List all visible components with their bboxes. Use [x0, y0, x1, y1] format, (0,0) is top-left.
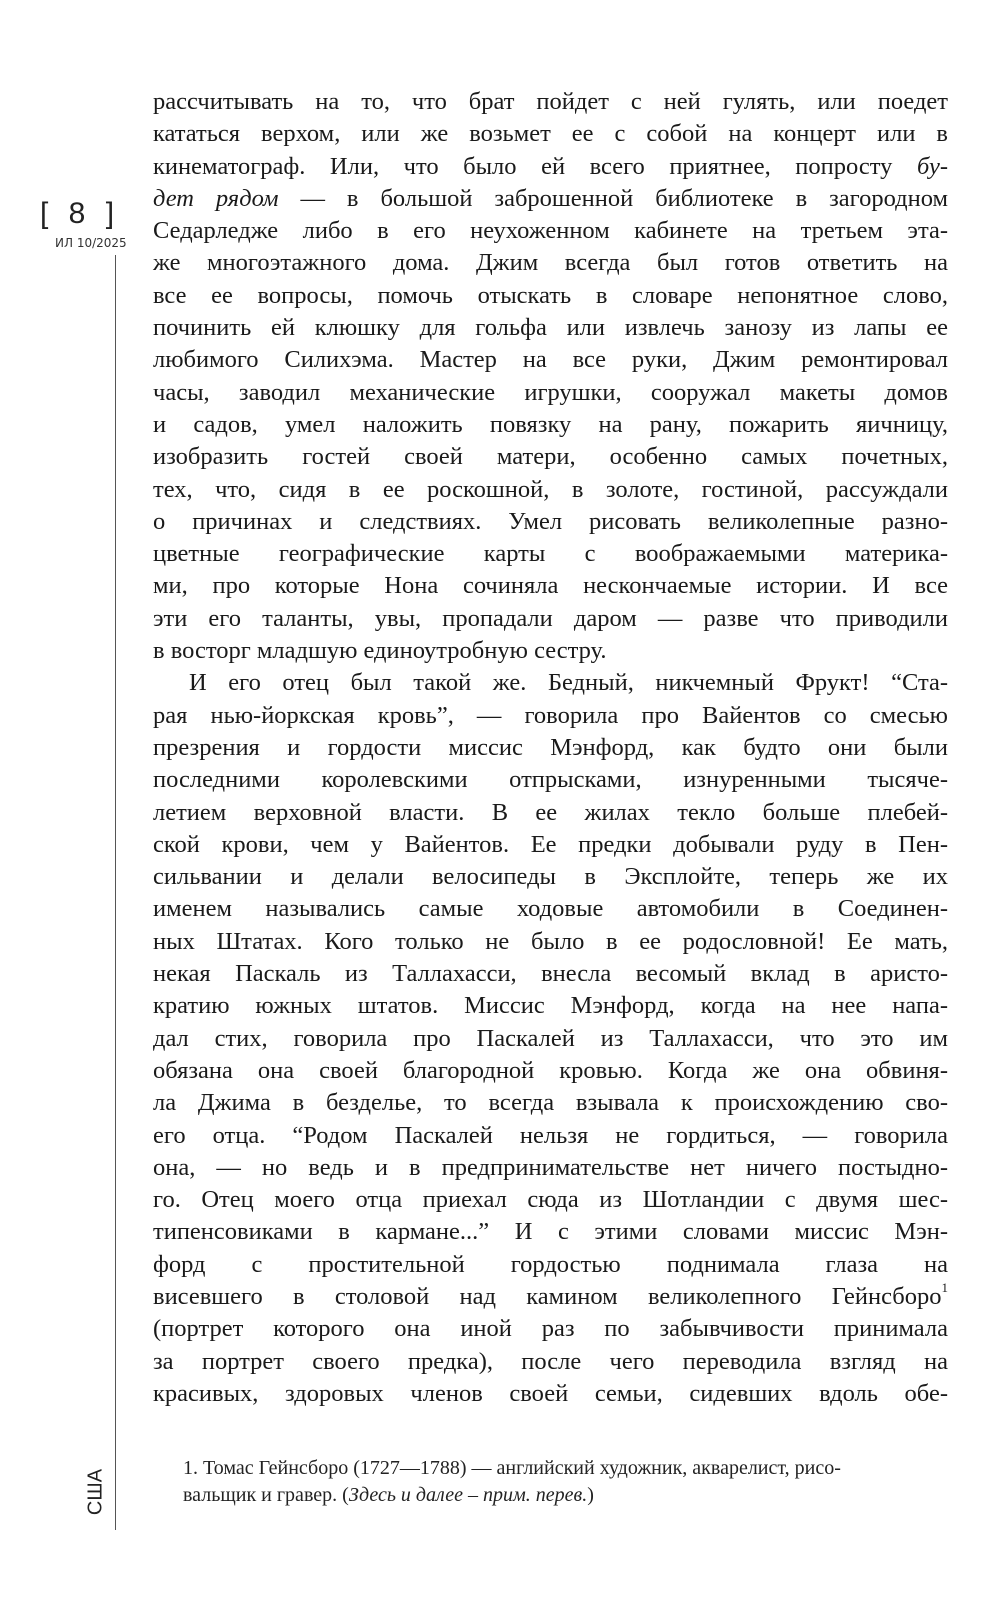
footnote-line: 1. Томас Гейнсборо (1727—1788) — английский художник, акварелист, рисо-	[183, 1457, 841, 1479]
text-line: форд с простительной гордостью поднимала глаза на	[153, 1250, 948, 1278]
section-label: США	[84, 1468, 107, 1516]
text-line: и садов, умел наложить повязку на рану, пожарить яичницу,	[153, 410, 948, 438]
text-line: ской крови, чем у Вайентов. Ее предки добывали руду в Пен-	[153, 830, 948, 858]
text-line: рассчитывать на то, что брат пойдет с ней гулять, или поедет	[153, 88, 948, 115]
text-line: о причинах и следствиях. Умел рисовать великолепные разно-	[153, 507, 948, 535]
text-line: дал стих, говорила про Паскалей из Таллахасси, что это им	[153, 1024, 948, 1052]
text-line: некая Паскаль из Таллахасси, внесла весомый вклад в аристо-	[153, 960, 948, 988]
paragraph-start-line: И его отец был такой же. Бедный, никчемный Фрукт! “Ста-	[189, 669, 948, 697]
text-line: кратию южных штатов. Миссис Мэнфорд, когда на нее напа-	[153, 992, 948, 1020]
text-line: в восторг младшую единоутробную сестру.	[153, 637, 607, 665]
text-line: кататься верхом, или же возьмет ее с собой на концерт или в	[153, 120, 948, 148]
text-line: сильвании и делали велосипеды в Эксплойте, теперь же их	[153, 863, 948, 891]
text-line: обязана она своей благородной кровью. Когда же она обвиня-	[153, 1056, 948, 1084]
text-line: именем назывались самые ходовые автомобили в Соединен-	[153, 895, 948, 923]
text-line: часы, заводил механические игрушки, сооружал макеты домов	[153, 378, 948, 406]
text-line: изобразить гостей своей матери, особенно самых почетных,	[153, 443, 948, 471]
text-line: кинематограф. Или, что было ей всего приятнее, попросту бу-	[153, 152, 948, 180]
margin-rule	[115, 255, 116, 1530]
text-line: ми, про которые Нона сочиняла нескончаемые истории. И все	[153, 572, 948, 600]
page-number: [ 8 ]	[40, 197, 121, 230]
text-line: она, — но ведь и в предпринимательстве нет ничего постыдно-	[153, 1153, 948, 1181]
footnote	[183, 1455, 945, 1509]
text-line: любимого Силихэма. Мастер на все руки, Джим ремонтировал	[153, 346, 948, 374]
text-line: презрения и гордости миссис Мэнфорд, как будто они были	[153, 733, 948, 761]
issue-label: ИЛ 10/2025	[55, 236, 127, 250]
text-line: (портрет которого она иной раз по забывчивости принимала	[153, 1315, 948, 1343]
text-line: последними королевскими отпрысками, изнуренными тысяче-	[153, 766, 948, 794]
text-line: за портрет своего предка), после чего переводила взгляд на	[153, 1347, 948, 1375]
body-text	[153, 86, 948, 1410]
text-line: починить ей клюшку для гольфа или извлечь занозу из лапы ее	[153, 314, 948, 342]
text-line: цветные географические карты с воображаемыми материка-	[153, 540, 948, 568]
text-line: красивых, здоровых членов своей семьи, сидевших вдоль обе-	[153, 1379, 948, 1407]
text-line: рая нью-йоркская кровь”, — говорила про Вайентов со смесью	[153, 701, 948, 729]
text-line: все ее вопросы, помочь отыскать в словаре непонятное слово,	[153, 281, 948, 309]
text-line: дет рядом — в большой заброшенной библиотеке в загородном	[153, 184, 948, 212]
text-line: висевшего в столовой над камином великолепного Гейнсборо$^1$	[153, 1279, 948, 1310]
text-line: Седарледже либо в его неухоженном кабинете на третьем эта-	[153, 217, 948, 245]
text-line: типенсовиками в кармане...” И с этими словами миссис Мэн-	[153, 1218, 948, 1246]
text-line: ных Штатах. Кого только не было в ее родословной! Ее мать,	[153, 927, 948, 955]
text-line: тех, что, сидя в ее роскошной, в золоте, гостиной, рассуждали	[153, 475, 948, 503]
text-line: его отца. “Родом Паскалей нельзя не гордиться, — говорила	[153, 1121, 948, 1149]
footnote-line: вальщик и гравер. (Здесь и далее – прим. перев.)	[183, 1484, 594, 1506]
text-line: го. Отец моего отца приехал сюда из Шотландии с двумя шес-	[153, 1186, 948, 1214]
footnote-marker: 1	[941, 1279, 948, 1295]
text-line: же многоэтажного дома. Джим всегда был готов ответить на	[153, 249, 948, 277]
text-line: эти его таланты, увы, пропадали даром — разве что приводили	[153, 604, 948, 632]
text-line: ла Джима в безделье, то всегда взывала к происхождению сво-	[153, 1089, 948, 1117]
text-line: летием верховной власти. В ее жилах текло больше плебей-	[153, 798, 948, 826]
